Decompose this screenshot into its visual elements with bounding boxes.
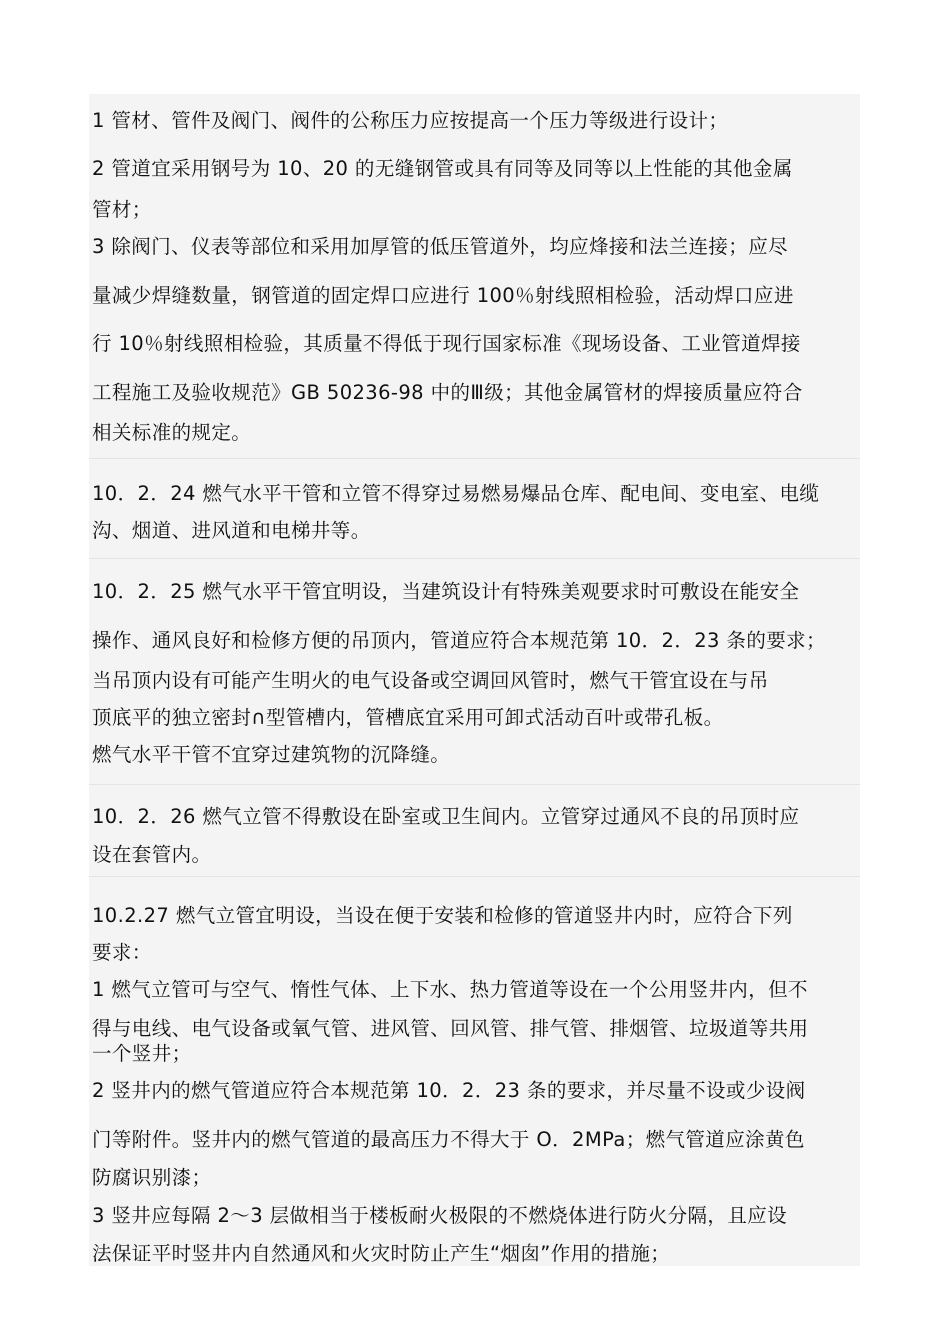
text-line: 2 竖井内的燃气管道应符合本规范第 10．2．23 条的要求，并尽量不设或少设阀 <box>92 1079 806 1102</box>
text-line: 行 10％射线照相检验，其质量不得低于现行国家标准《现场设备、工业管道焊接 <box>92 332 801 355</box>
text-line: 一个竖井； <box>92 1042 192 1065</box>
text-line: 沟、烟道、进风道和电梯井等。 <box>92 519 371 542</box>
text-line: 操作、通风良好和检修方便的吊顶内，管道应符合本规范第 10．2．23 条的要求； <box>92 629 826 652</box>
text-line: 3 除阀门、仪表等部位和采用加厚管的低压管道外，均应烽接和法兰连接；应尽 <box>92 235 789 258</box>
paragraph-divider <box>89 876 860 877</box>
text-line: 得与电线、电气设备或氧气管、进风管、回风管、排气管、排烟管、垃圾道等共用 <box>92 1017 809 1040</box>
text-line: 当吊顶内设有可能产生明火的电气设备或空调回风管时，燃气干管宜设在与吊 <box>92 669 769 692</box>
text-line: 要求： <box>92 941 152 964</box>
section-heading-line: 10．2．26 燃气立管不得敷设在卧室或卫生间内。立管穿过通风不良的吊顶时应 <box>92 805 800 828</box>
text-line: 量减少焊缝数量，钢管道的固定焊口应进行 100％射线照相检验，活动焊口应进 <box>92 284 794 307</box>
text-line: 门等附件。竖井内的燃气管道的最高压力不得大于 O．2MPa；燃气管道应涂黄色 <box>92 1128 805 1151</box>
text-line: 1 管材、管件及阀门、阀件的公称压力应按提高一个压力等级进行设计； <box>92 109 729 132</box>
text-line: 1 燃气立管可与空气、惰性气体、上下水、热力管道等设在一个公用竖井内，但不 <box>92 978 808 1001</box>
text-line: 法保证平时竖井内自然通风和火灾时防止产生“烟囱”作用的措施； <box>92 1242 671 1265</box>
section-heading-line: 10．2．24 燃气水平干管和立管不得穿过易燃易爆品仓库、配电间、变电室、电缆 <box>92 482 820 505</box>
text-line: 3 竖井应每隔 2～3 层做相当于楼板耐火极限的不燃烧体进行防火分隔，且应设 <box>92 1204 788 1227</box>
paragraph-divider <box>89 784 860 785</box>
text-line: 相关标准的规定。 <box>92 421 252 444</box>
section-heading-line: 10.2.27 燃气立管宜明设，当设在便于安装和检修的管道竖井内时，应符合下列 <box>92 904 793 927</box>
text-line: 工程施工及验收规范》GB 50236-98 中的Ⅲ级；其他金属管材的焊接质量应符合 <box>92 381 803 404</box>
paragraph-divider <box>89 558 860 559</box>
text-line: 设在套管内。 <box>92 843 212 866</box>
section-heading-line: 10．2．25 燃气水平干管宜明设，当建筑设计有特殊美观要求时可敷设在能安全 <box>92 580 800 603</box>
text-line: 顶底平的独立密封∩型管槽内，管槽底宜采用可卸式活动百叶或带孔板。 <box>92 706 724 729</box>
text-line: 燃气水平干管不宜穿过建筑物的沉降缝。 <box>92 743 451 766</box>
paragraph-divider <box>89 458 860 459</box>
text-line: 2 管道宜采用钢号为 10、20 的无缝钢管或具有同等及同等以上性能的其他金属 <box>92 157 793 180</box>
text-line: 管材； <box>92 198 152 221</box>
text-line: 防腐识别漆； <box>92 1166 212 1189</box>
